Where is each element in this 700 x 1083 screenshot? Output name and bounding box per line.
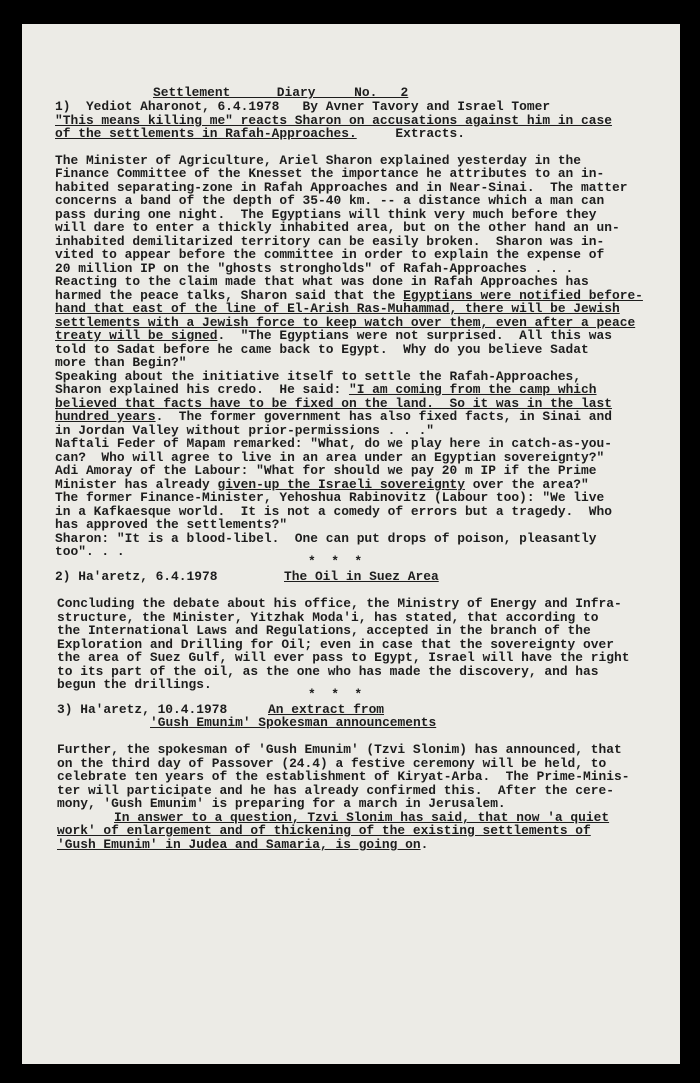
item2-p-line: Concluding the debate about his office, the Ministry of Energy and Infra- — [57, 596, 622, 611]
item3-underline: In answer to a question, Tzvi Slonim has said, that now 'a quiet — [114, 810, 610, 825]
item1-p3-text: . The former government has also fixed facts, in Sinai and — [155, 409, 612, 424]
item1-underline: settlements with a Jewish force to keep watch over them, even after a peace — [55, 315, 636, 330]
item1-p2-line: told to Sadat before he came back to Egypt. Why do you believe Sadat — [55, 342, 589, 357]
item1-p4-line: too". . . — [55, 544, 125, 559]
item2-p-line: Exploration and Drilling for Oil; even in case that the sovereignty over — [57, 637, 614, 652]
item1-underline: Egyptians were notified before- — [403, 288, 643, 303]
item3-p-line: mony, 'Gush Emunim' is preparing for a march in Jerusalem. — [57, 796, 506, 811]
item1-p3-line — [55, 410, 612, 424]
item3-last-line — [57, 838, 428, 852]
item1-p3-line: can? Who will agree to live in an area under an Egyptian sovereignty?" — [55, 450, 605, 465]
item1-headline-row — [55, 127, 465, 141]
item1-p1-text: harmed the peace talks, Sharon said that the — [55, 288, 404, 303]
item1-p3-text: Minister has already — [55, 477, 218, 492]
item1-p1-line: Finance Committee of the Knesset the importance he attributes to an in- — [55, 166, 605, 181]
item1-p1-line: habited separating-zone in Rafah Approaches and in Near-Sinai. The matter — [55, 180, 628, 195]
item1-p2-line — [55, 383, 597, 397]
item1-source-line: 1) Yediot Aharonot, 6.4.1978 By Avner Tavory and Israel Tomer — [55, 99, 551, 114]
item1-p3-line: Naftali Feder of Mapam remarked: "What, do we play here in catch-as-you- — [55, 436, 612, 451]
item1-p2-line: Speaking about the initiative itself to settle the Rafah-Approaches, — [55, 369, 582, 384]
item1-p1-line: The Minister of Agriculture, Ariel Sharon explained yesterday in the — [55, 153, 582, 168]
section-separator: * * * — [308, 687, 363, 702]
item2-source: 2) Ha'aretz, 6.4.1978 — [55, 569, 218, 584]
item1-p4-line: Sharon: "It is a blood-libel. One can put drops of poison, pleasantly — [55, 531, 597, 546]
item3-underline: 'Gush Emunim' in Judea and Samaria, is going on — [57, 837, 421, 852]
item1-p1-line: will dare to enter a thickly inhabited area, but on the other hand an un- — [55, 220, 620, 235]
item2-p-line: the area of Suez Gulf, will ever pass to Egypt, Israel will have the right — [57, 650, 630, 665]
item1-underline: treaty will be signed — [55, 328, 218, 343]
document-title: Settlement Diary No. 2 — [153, 85, 409, 100]
item3-headline-2: 'Gush Emunim' Spokesman announcements — [150, 715, 437, 730]
item1-p1-line: pass during one night. The Egyptians will think very much before they — [55, 207, 597, 222]
item1-headline-1: "This means killing me" reacts Sharon on accusations against him in case — [55, 113, 612, 128]
item3-underline: work' of enlargement and of thickening of the existing settlements of — [57, 823, 591, 838]
item1-p1-line: concerns a band of the depth of 35-40 km. -- a distance which a man can — [55, 193, 605, 208]
item1-underline: believed that facts have to be fixed on the land. So it was in the last — [55, 396, 612, 411]
item3-p-line: ter will participate and he has already confirmed this. After the cere- — [57, 783, 614, 798]
item2-headline: The Oil in Suez Area — [284, 569, 439, 584]
item1-p1-line: 20 million IP on the "ghosts strongholds" of Rafah-Approaches . . . — [55, 261, 574, 276]
item1-p2-line: more than Begin?" — [55, 355, 187, 370]
item1-underline: given-up the Israeli sovereignty — [217, 477, 465, 492]
item2-p-line: structure, the Minister, Yitzhak Moda'i, has stated, that according to — [57, 610, 599, 625]
item1-underline: hand that east of the line of El-Arish Ras-Muhammad, there will be Jewish — [55, 301, 620, 316]
item1-p4-line: has approved the settlements?" — [55, 517, 288, 532]
item1-p4-text: over the area?" — [465, 477, 589, 492]
item1-p4-line: in a Kafkaesque world. It is not a comedy of errors but a tragedy. Who — [55, 504, 612, 519]
item3-headline-1: An extract from — [268, 702, 385, 717]
item1-underline: hundred years — [55, 409, 156, 424]
item1-p3-line: in Jordan Valley without prior-permissions . . ." — [55, 423, 435, 438]
item1-p2-line — [55, 329, 612, 343]
item2-p-line: to its part of the oil, as the one who has made the discovery, and has — [57, 664, 599, 679]
item1-p4-line: The former Finance-Minister, Yehoshua Rabinovitz (Labour too): "We live — [55, 490, 605, 505]
item1-headline-2: of the settlements in Rafah-Approaches. — [55, 126, 357, 141]
item3-source: 3) Ha'aretz, 10.4.1978 — [57, 702, 228, 717]
item1-p3-line: Adi Amoray of the Labour: "What for should we pay 20 m IP if the Prime — [55, 463, 597, 478]
item1-p1-line: Reacting to the claim made that what was done in Rafah Approaches has — [55, 274, 589, 289]
section-separator: * * * — [308, 554, 363, 569]
item3-end: . — [420, 837, 429, 852]
item2-p-line: the International Laws and Regulations, accepted in the branch of the — [57, 623, 591, 638]
item3-p-line: celebrate ten years of the establishment of Kiryat-Arba. The Prime-Minis- — [57, 769, 630, 784]
item3-p-line: on the third day of Passover (24.4) a festive ceremony will be held, to — [57, 756, 607, 771]
item1-p2-text: . "The Egyptians were not surprised. All this was — [217, 328, 612, 343]
item3-p-line: Further, the spokesman of 'Gush Emunim' (Tzvi Slonim) has announced, that — [57, 742, 622, 757]
item2-p-line: begun the drillings. — [57, 677, 212, 692]
document-page — [22, 24, 680, 1064]
item1-p1-line: vited to appear before the committee in order to explain the expense of — [55, 247, 605, 262]
item1-extracts-label: Extracts. — [395, 126, 466, 141]
item1-p2-text: Sharon explained his credo. He said: — [55, 382, 349, 397]
item1-underline: "I am coming from the camp which — [348, 382, 597, 397]
item1-p1-line: inhabited demilitarized territory can be easily broken. Sharon was in- — [55, 234, 605, 249]
